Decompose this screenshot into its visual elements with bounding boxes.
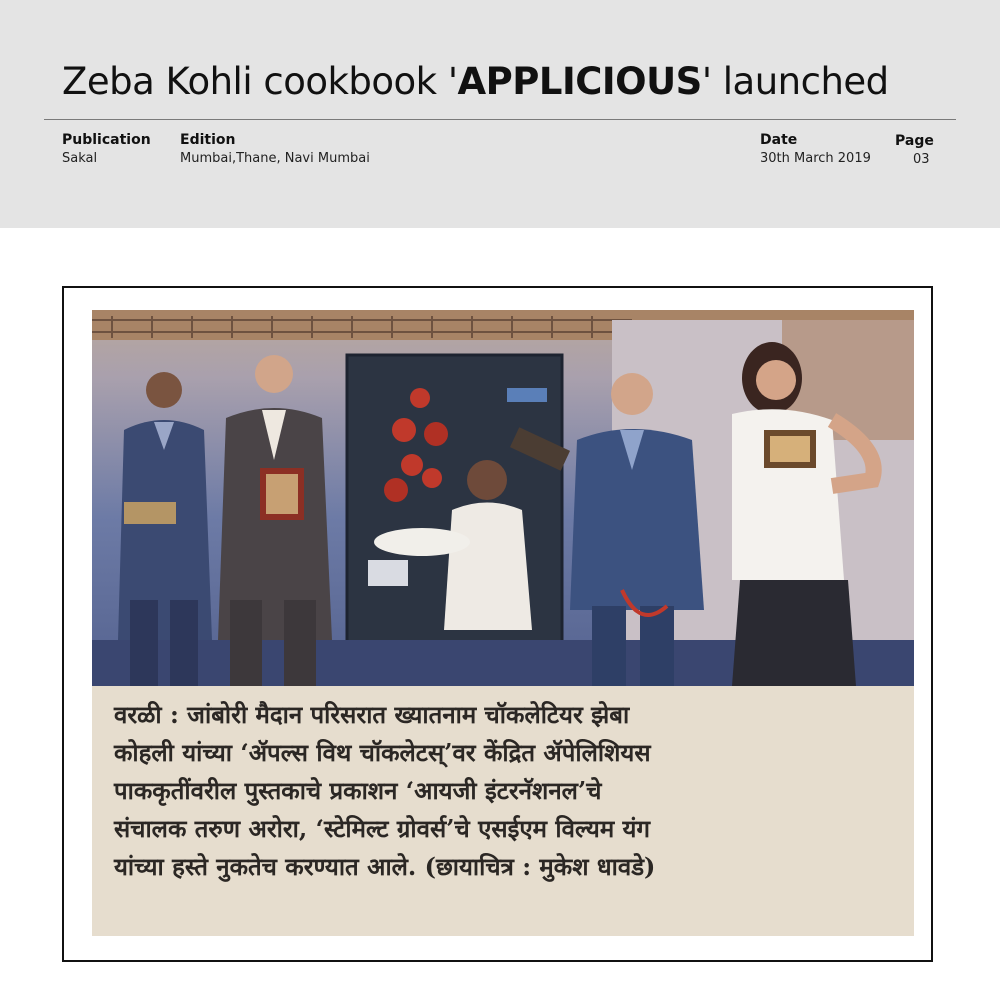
headline-text-start: Zeba Kohli cookbook ' <box>62 60 458 103</box>
page-label: Page <box>895 133 934 149</box>
caption-line: पाककृतींवरील पुस्तकाचे प्रकाशन ‘आयजी इंटरनॅशनल’चे <box>114 776 602 805</box>
clipping-frame <box>62 286 933 962</box>
edition-label: Edition <box>180 132 236 148</box>
date-value: 30th March 2019 <box>760 151 871 166</box>
date-label: Date <box>760 132 798 148</box>
page-value: 03 <box>913 152 930 167</box>
headline <box>62 60 942 103</box>
launch-event-photo <box>92 310 914 686</box>
headline-text-end: ' launched <box>701 60 889 103</box>
edition-value: Mumbai,Thane, Navi Mumbai <box>180 151 370 166</box>
marathi-caption <box>114 696 904 886</box>
article-header <box>0 0 1000 228</box>
photo-illustration <box>92 310 914 686</box>
caption-line: संचालक तरुण अरोरा, ‘स्टेमिल्ट ग्रोवर्स’चे एसईएम विल्यम यंग <box>114 814 650 843</box>
publication-label: Publication <box>62 132 151 148</box>
publication-value: Sakal <box>62 151 98 166</box>
caption-line: वरळी : जांबोरी मैदान परिसरात ख्यातनाम चॉकलेटियर झेबा <box>114 700 630 729</box>
caption-line: कोहली यांच्या ‘ॲपल्स विथ चॉकलेटस्’वर केंद्रित ॲपेलिशियस <box>114 738 651 767</box>
newspaper-clipping <box>92 310 914 936</box>
caption-line: यांच्या हस्ते नुकतेच करण्यात आले. (छायाचित्र : मुकेश धावडे) <box>114 852 656 881</box>
header-divider <box>44 119 956 120</box>
headline-book-title: APPLICIOUS <box>457 60 702 103</box>
